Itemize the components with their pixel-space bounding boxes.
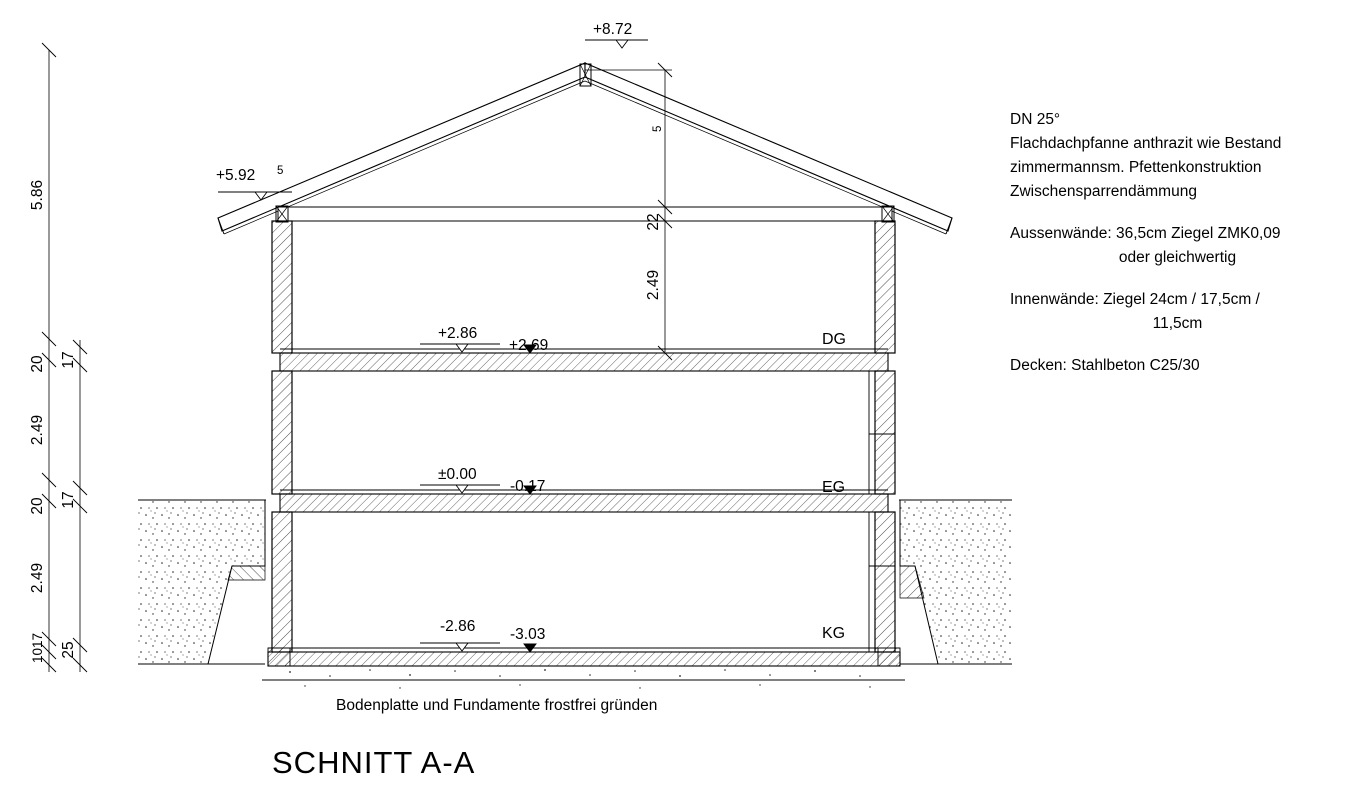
level-label-kg: KG (822, 625, 846, 642)
level-label-eg: EG (822, 479, 846, 496)
dim-slab-eg: 20 (29, 497, 46, 515)
height-mark-dg-finish: +2.69 (509, 337, 549, 354)
dimension-dg-clear: 2.49 (645, 269, 662, 301)
roof-structure (218, 63, 952, 234)
note-slabs (1010, 354, 1345, 378)
note-slabs-line1: Decken: Stahlbeton C25/30 (1010, 357, 1200, 374)
height-mark-kg-finish: -3.03 (510, 626, 546, 643)
note-interior-walls (1010, 288, 1345, 336)
note-exterior-walls (1010, 222, 1345, 270)
foundation-note: Bodenplatte und Fundamente frostfrei gründen (336, 697, 658, 714)
note-roof-line2: Flachdachpfanne anthrazit wie Bestand (1010, 135, 1282, 152)
dimension-ring-beam: 22 (645, 213, 662, 231)
dim-eg-clear: 2.49 (29, 414, 46, 446)
note-roof-line4: Zwischensparrendämmung (1010, 183, 1197, 200)
dim-kg-clear: 2.49 (29, 562, 46, 594)
note-roof (1010, 108, 1345, 204)
dim-screed-eg: 17 (60, 491, 77, 509)
height-mark-eg-top: ±0.00 (438, 466, 477, 483)
note-exterior-walls-line1: Aussenwände: 36,5cm Ziegel ZMK0,09 (1010, 225, 1281, 242)
height-mark-eg-finish: -0.17 (510, 478, 546, 495)
note-roof-line1: DN 25° (1010, 111, 1061, 128)
left-dimension-chain (29, 43, 87, 672)
dim-base-slab: 25 (60, 641, 77, 659)
level-labels (822, 331, 846, 642)
note-exterior-walls-line2: oder gleichwertig (1118, 249, 1237, 266)
note-roof-line3: zimmermannsm. Pfettenkonstruktion (1010, 159, 1262, 176)
level-label-dg: DG (822, 331, 846, 348)
dimension-roof-height-sup: 5 (652, 125, 664, 132)
note-interior-walls-line1: Innenwände: Ziegel 24cm / 17,5cm / (1010, 291, 1260, 308)
height-mark-kg-top: -2.86 (440, 618, 476, 635)
specification-notes (1010, 108, 1345, 378)
dim-footing: 1017 (30, 632, 45, 664)
drawing-title: SCHNITT A-A (272, 745, 476, 780)
dim-total-height: 5.86 (29, 179, 46, 211)
height-mark-dg-top: +2.86 (438, 325, 478, 342)
floor-slabs (268, 221, 900, 666)
dim-slab-dg: 20 (29, 355, 46, 373)
note-interior-walls-line2: 11,5cm (1152, 315, 1203, 332)
dim-screed-dg: 17 (60, 351, 77, 369)
height-mark-ridge: +8.72 (593, 21, 633, 38)
height-mark-eaves-sup: 5 (277, 165, 284, 177)
exterior-walls (272, 221, 895, 652)
height-mark-eaves: +5.92 (216, 167, 256, 184)
